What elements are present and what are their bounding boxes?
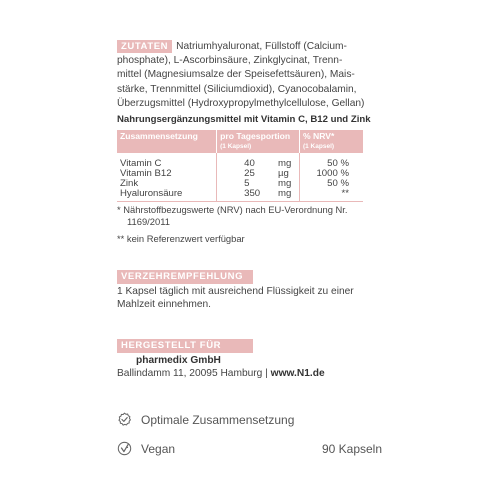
ingredients-block [117,40,382,111]
nutrition-table [117,130,363,202]
footnote-no-reference: ** kein Referenzwert verfügbar [117,233,245,244]
nutrient-name: Vitamin C [120,158,162,169]
header-per-day: pro Tagesportion (1 Kapsel) [217,130,300,153]
recommendation-text: 1 Kapsel täglich mit ausreichend Flüssigkeit zu einer Mahlzeit einnehmen. [117,286,354,310]
check-badge-icon [117,412,132,427]
nutrient-nrv: 1000 % [316,168,349,179]
nutrient-name: Hyaluronsäure [117,189,217,202]
ingredients-line: Natriumhyaluronat, Füllstoff (Calcium- [176,41,347,52]
ingredients-line: stärke, Trennmittel (Siliciumdioxid), Cyanocobalamin, [117,83,357,95]
manufacturer-section [117,339,387,380]
nutrient-amount: 25 µg [217,169,300,179]
nutrition-title: Nahrungsergänzungsmittel mit Vitamin C, B12 und Zink [117,114,371,125]
nutrient-amount: 5 mg [217,179,300,189]
nutrient-nrv: ** [299,189,363,202]
ingredients-line: mittel (Magnesiumsalze der Speisefettsäuren), Mais- [117,69,355,81]
company-name: pharmedix GmbH [136,355,221,366]
footnote-nrv: * Nährstoffbezugswerte (NRV) nach EU-Verordnung Nr. 1169/2011 [117,204,348,227]
manufacturer-label: HERGESTELLT FÜR [117,339,253,353]
feature-vegan [117,441,175,456]
ingredients-label: ZUTATEN [117,40,172,53]
table-row [117,169,363,179]
vegan-leaf-check-icon [117,441,132,456]
table-row [117,153,363,169]
feature-optimal-label: Optimale Zusammensetzung [141,412,295,427]
recommendation-label: VERZEHREMPFEHLUNG [117,270,253,284]
capsule-count: 90 Kapseln [321,442,382,456]
nutrient-name: Zink [120,178,139,189]
nutrient-nrv: 50 % [327,178,349,189]
company-address: Ballindamm 11, 20095 Hamburg | www.N1.de [117,368,325,379]
nutrient-nrv: 50 % [327,158,349,169]
header-nrv-sub: (1 Kapsel) [302,142,335,150]
table-row [117,189,363,202]
ingredients-line: Überzugsmittel (Hydroxypropylmethylcellulose, Gellan) [117,97,365,109]
recommendation-section [117,270,387,311]
nutrient-amount: 40 mg [217,153,300,169]
nutrition-header-row [117,130,363,153]
footnotes [117,204,377,245]
ingredients-line: phosphate), L-Ascorbinsäure, Zinkglycinat, Trenn- [117,55,343,67]
header-per-day-sub: (1 Kapsel) [220,142,252,150]
nutrient-amount: 350 mg [217,189,300,202]
website-link[interactable]: www.N1.de [270,368,325,379]
feature-optimal [117,412,294,427]
header-nrv: % NRV* (1 Kapsel) [299,130,363,153]
nutrient-name: Vitamin B12 [120,168,172,179]
header-composition: Zusammensetzung [117,130,217,153]
feature-vegan-label: Vegan [141,441,176,456]
